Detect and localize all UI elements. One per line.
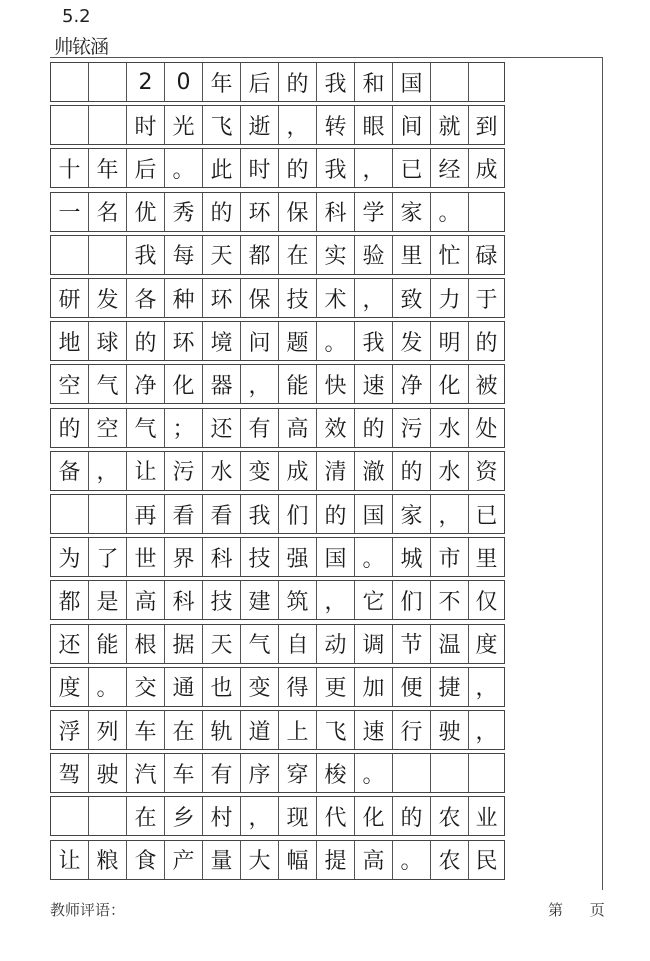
page-number-label: 第 页 [548,901,605,919]
grid-cell: 食 [127,841,165,879]
grid-cell: 序 [241,754,279,792]
grid-cell: 变 [241,452,279,490]
grid-cell: 成 [279,452,317,490]
grid-cell: 已 [393,149,431,187]
grid-cell: 名 [89,193,127,231]
grid-cell: 代 [317,797,355,835]
grid-cell: ， [241,797,279,835]
grid-cell: 车 [165,754,203,792]
grid-cell: 量 [203,841,241,879]
grid-row [50,840,505,880]
grid-row [50,667,505,707]
grid-cell: 加 [355,668,393,706]
grid-cell: 秀 [165,193,203,231]
grid-cell: 忙 [431,236,469,274]
grid-cell: 年 [89,149,127,187]
grid-cell: 的 [355,409,393,447]
grid-cell: 到 [475,114,498,140]
grid-cell [393,754,431,792]
grid-cell: 。 [355,538,393,576]
grid-cell [469,754,504,792]
grid-cell: 的 [475,330,498,356]
grid-cell: 。 [431,193,469,231]
grid-cell: 让 [127,452,165,490]
grid-cell: 科 [317,193,355,231]
grid-cell: 时 [127,106,165,144]
grid-cell: 题 [279,322,317,360]
grid-cell: 经 [431,149,469,187]
grid-cell: 都 [241,236,279,274]
grid-cell: 捷 [431,668,469,706]
grid-cell: 光 [165,106,203,144]
grid-cell: 还 [203,409,241,447]
grid-cell: 水 [203,452,241,490]
grid-cell: 碌 [475,244,498,270]
grid-cell [89,236,127,274]
grid-cell: 的 [279,149,317,187]
grid-cell: 在 [165,711,203,749]
grid-cell: 空 [89,409,127,447]
grid-cell [431,63,469,101]
grid-row [50,710,505,750]
grid-cell: 强 [279,538,317,576]
student-name: 帅铱涵 [54,36,109,58]
grid-cell: 我 [355,322,393,360]
grid-cell: 粮 [89,841,127,879]
grid-cell: 化 [431,365,469,403]
grid-cell: 驶 [431,711,469,749]
grid-cell: 我 [317,149,355,187]
grid-cell: 0 [165,63,203,101]
grid-row [50,278,505,318]
grid-cell: 转 [317,106,355,144]
grid-row [50,364,505,404]
grid-cell: 一 [51,193,89,231]
grid-cell: 研 [51,279,89,317]
grid-cell: 温 [431,625,469,663]
grid-cell: 国 [317,538,355,576]
grid-cell: 飞 [317,711,355,749]
grid-cell: 。 [317,322,355,360]
grid-cell: 市 [431,538,469,576]
grid-cell: 速 [355,711,393,749]
grid-cell: 我 [127,236,165,274]
grid-cell: 学 [355,193,393,231]
grid-cell: 地 [51,322,89,360]
grid-cell: 民 [475,849,498,875]
grid-cell: 里 [475,546,498,572]
grid-cell: 提 [317,841,355,879]
grid-row [50,148,505,188]
grid-cell: 调 [355,625,393,663]
grid-cell: 环 [203,279,241,317]
grid-cell: 净 [393,365,431,403]
grid-cell: ， [355,149,393,187]
grid-cell: 动 [317,625,355,663]
grid-cell: ， [431,495,469,533]
grid-cell: 速 [355,365,393,403]
grid-row [50,321,505,361]
grid-cell: 境 [203,322,241,360]
grid-cell: 。 [165,149,203,187]
grid-cell: 的 [393,452,431,490]
grid-row [50,408,505,448]
grid-cell: 清 [317,452,355,490]
grid-cell: 家 [393,193,431,231]
grid-cell: 的 [203,193,241,231]
grid-cell [469,193,504,231]
grid-cell: 逝 [241,106,279,144]
grid-row [50,494,505,534]
grid-cell: 了 [89,538,127,576]
grid-cell: 乡 [165,797,203,835]
grid-cell: ； [165,409,203,447]
grid-cell: 便 [393,668,431,706]
grid-cell: 力 [431,279,469,317]
grid-cell: 成 [475,157,498,183]
grid-cell: 气 [241,625,279,663]
grid-row [50,451,505,491]
grid-cell: 根 [127,625,165,663]
grid-row [50,753,505,793]
grid-cell: 为 [51,538,89,576]
grid-cell: 我 [241,495,279,533]
grid-cell: 业 [475,805,498,831]
grid-row [50,62,505,102]
grid-cell: 现 [279,797,317,835]
grid-cell: 高 [279,409,317,447]
grid-cell: 能 [279,365,317,403]
grid-cell: ， [355,279,393,317]
grid-cell: 各 [127,279,165,317]
grid-cell: 科 [203,538,241,576]
grid-cell: 间 [393,106,431,144]
grid-cell: 界 [165,538,203,576]
grid-cell: 国 [393,63,431,101]
header-date: 5.2 [62,6,91,27]
grid-cell: 也 [203,668,241,706]
grid-cell: 大 [241,841,279,879]
grid-cell [89,106,127,144]
grid-cell: 保 [279,193,317,231]
grid-row [50,624,505,664]
grid-cell: 实 [317,236,355,274]
grid-cell: 和 [355,63,393,101]
grid-cell: 我 [317,63,355,101]
grid-cell: 后 [127,149,165,187]
grid-cell: 此 [203,149,241,187]
grid-cell: 更 [317,668,355,706]
grid-cell: 高 [355,841,393,879]
grid-cell: 气 [127,409,165,447]
grid-cell: 环 [165,322,203,360]
grid-cell: 高 [127,581,165,619]
grid-cell: 发 [89,279,127,317]
grid-cell: 的 [317,495,355,533]
grid-cell: 交 [127,668,165,706]
grid-cell [51,797,89,835]
grid-row [50,105,505,145]
grid-cell: 不 [431,581,469,619]
grid-cell: ， [89,452,127,490]
grid-cell: 技 [203,581,241,619]
grid-cell: 。 [89,668,127,706]
grid-cell: 备 [51,452,89,490]
grid-cell: 还 [51,625,89,663]
grid-cell: ， [317,581,355,619]
grid-cell: 快 [317,365,355,403]
grid-cell: 效 [317,409,355,447]
grid-cell: 天 [203,236,241,274]
teacher-comment-label: 教师评语： [50,901,126,919]
grid-cell: 化 [355,797,393,835]
grid-cell: 净 [127,365,165,403]
grid-cell: 得 [279,668,317,706]
grid-cell: ， [241,365,279,403]
grid-cell: 村 [203,797,241,835]
grid-cell: 产 [165,841,203,879]
grid-cell: 技 [279,279,317,317]
grid-cell: 驶 [89,754,127,792]
grid-cell: 有 [203,754,241,792]
grid-cell: ， [279,106,317,144]
grid-cell: 据 [165,625,203,663]
grid-cell: 城 [393,538,431,576]
grid-cell: 节 [393,625,431,663]
grid-cell: 农 [431,841,469,879]
grid-cell: 上 [279,711,317,749]
grid-cell: 器 [203,365,241,403]
grid-cell: 验 [355,236,393,274]
grid-cell: 穿 [279,754,317,792]
grid-cell [469,63,504,101]
grid-cell: 。 [393,841,431,879]
grid-cell: 化 [165,365,203,403]
grid-cell: 行 [393,711,431,749]
grid-cell: 已 [475,503,498,529]
grid-cell: 筑 [279,581,317,619]
grid-cell [51,63,89,101]
grid-cell: 空 [51,365,89,403]
grid-cell [51,495,89,533]
grid-cell: 浮 [51,711,89,749]
grid-cell: 飞 [203,106,241,144]
grid-cell: 优 [127,193,165,231]
grid-cell: 幅 [279,841,317,879]
grid-cell: 看 [165,495,203,533]
grid-cell: 列 [89,711,127,749]
grid-cell: 种 [165,279,203,317]
grid-cell: 世 [127,538,165,576]
grid-cell: 后 [241,63,279,101]
grid-cell: 的 [279,63,317,101]
grid-cell: 汽 [127,754,165,792]
grid-cell: 环 [241,193,279,231]
grid-cell: 道 [241,711,279,749]
grid-cell: 再 [127,495,165,533]
grid-cell: 都 [51,581,89,619]
grid-cell: 水 [431,452,469,490]
grid-cell: 在 [279,236,317,274]
grid-cell: 于 [475,287,498,313]
grid-cell: 自 [279,625,317,663]
grid-cell: 在 [127,797,165,835]
grid-cell: 天 [203,625,241,663]
grid-cell: 被 [475,373,498,399]
grid-cell: 变 [241,668,279,706]
grid-cell [51,236,89,274]
grid-cell: 球 [89,322,127,360]
grid-cell: 保 [241,279,279,317]
grid-cell: 仅 [475,589,498,615]
grid-cell: 车 [127,711,165,749]
grid-cell: 它 [355,581,393,619]
grid-cell: 致 [393,279,431,317]
grid-row [50,580,505,620]
grid-cell [89,797,127,835]
grid-row [50,537,505,577]
grid-cell: 的 [51,409,89,447]
grid-cell: 就 [431,106,469,144]
grid-cell: 让 [51,841,89,879]
grid-cell: 每 [165,236,203,274]
grid-cell: 轨 [203,711,241,749]
grid-cell: 是 [89,581,127,619]
grid-cell: 处 [475,417,498,443]
grid-cell: 度 [475,633,498,659]
grid-cell: 十 [51,149,89,187]
grid-row [50,235,505,275]
grid-cell: 发 [393,322,431,360]
grid-cell: 里 [393,236,431,274]
grid-cell: 术 [317,279,355,317]
grid-cell: 气 [89,365,127,403]
grid-cell: 农 [431,797,469,835]
grid-cell [51,106,89,144]
grid-cell: ， [475,676,498,702]
grid-cell: 们 [393,581,431,619]
grid-cell: 科 [165,581,203,619]
grid-cell: 眼 [355,106,393,144]
grid-cell: 的 [393,797,431,835]
grid-cell: 污 [165,452,203,490]
grid-cell: 资 [475,460,498,486]
grid-cell: 建 [241,581,279,619]
grid-row [50,192,505,232]
grid-cell: 能 [89,625,127,663]
grid-cell: 看 [203,495,241,533]
grid-cell: 度 [51,668,89,706]
grid-cell: 污 [393,409,431,447]
grid-row [50,796,505,836]
grid-cell [89,495,127,533]
grid-cell: 年 [203,63,241,101]
grid-cell: ， [475,719,498,745]
grid-cell: 的 [127,322,165,360]
grid-cell: 澈 [355,452,393,490]
grid-cell: 通 [165,668,203,706]
writing-sheet [50,57,603,890]
grid-cell: 时 [241,149,279,187]
grid-cell: 有 [241,409,279,447]
grid-cell: 家 [393,495,431,533]
grid-cell [431,754,469,792]
writing-grid [50,58,505,890]
grid-cell: 驾 [51,754,89,792]
grid-cell: 问 [241,322,279,360]
grid-cell [89,63,127,101]
grid-cell: 们 [279,495,317,533]
grid-cell: 水 [431,409,469,447]
grid-cell: 。 [355,754,393,792]
grid-cell: 2 [127,63,165,101]
grid-cell: 技 [241,538,279,576]
grid-cell: 梭 [317,754,355,792]
grid-cell: 明 [431,322,469,360]
grid-cell: 国 [355,495,393,533]
